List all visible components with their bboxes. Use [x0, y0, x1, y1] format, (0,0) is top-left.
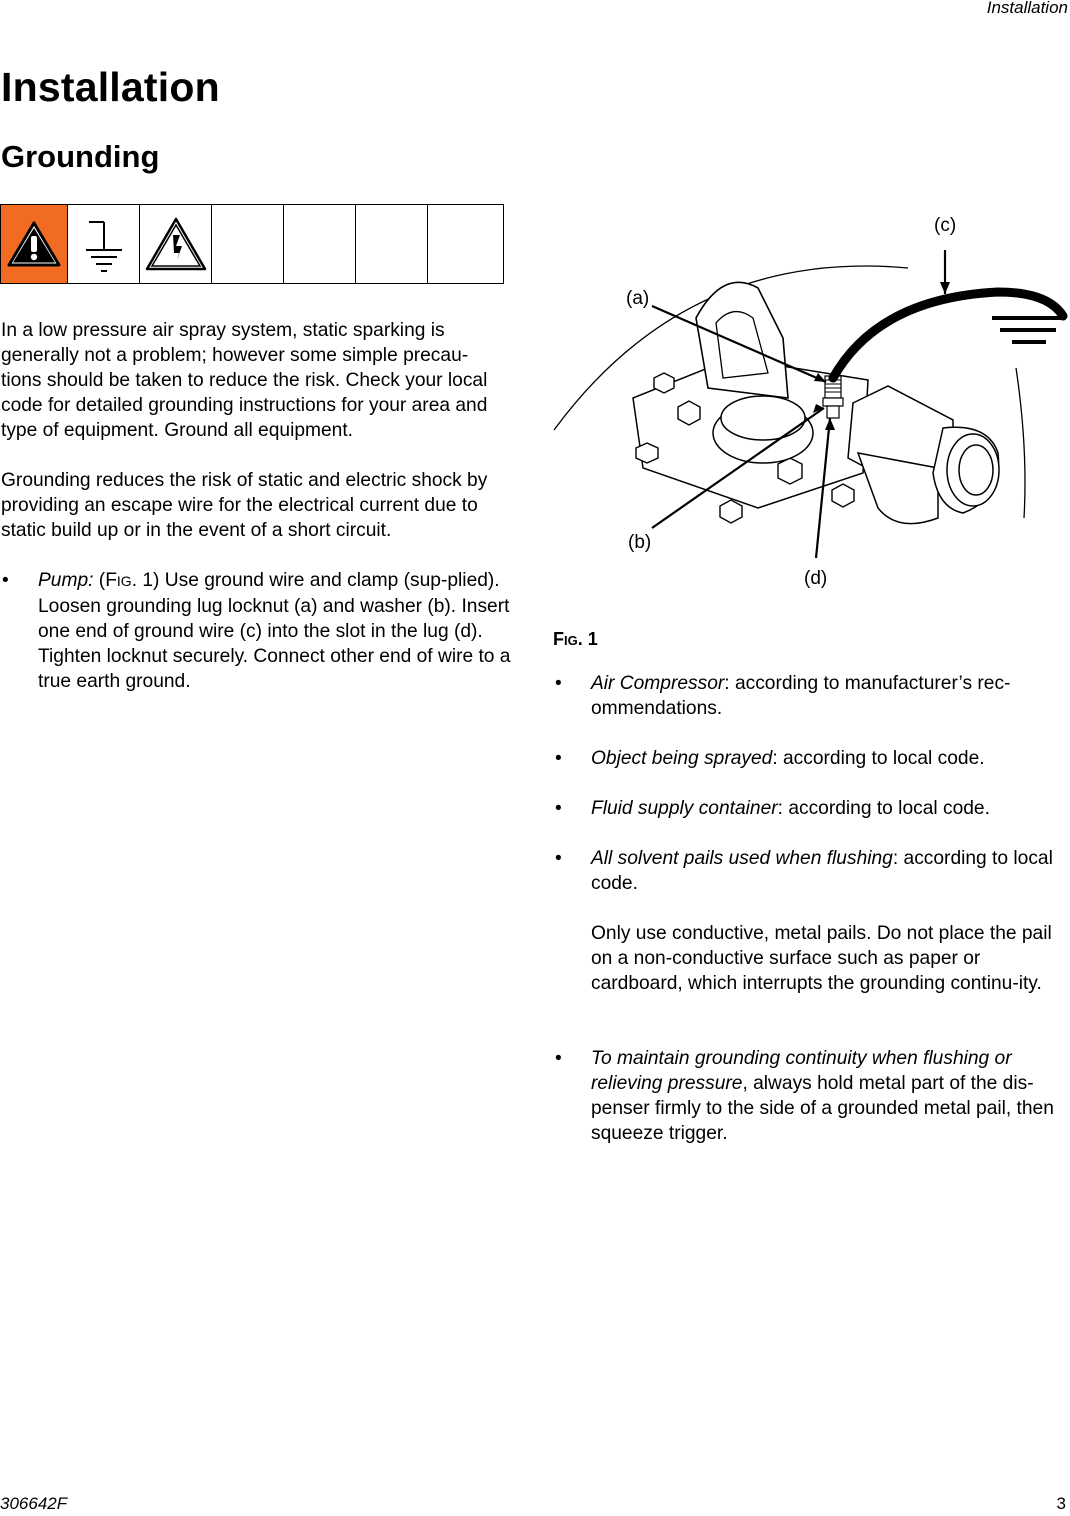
page-title: Installation	[1, 64, 220, 110]
grounding-paragraph: Grounding reduces the risk of static and electric shock by providing an escape wire for the electrical current due to static build up or in the event of a short circuit.	[1, 470, 488, 541]
empty-cell	[356, 205, 428, 283]
page-number: 3	[1056, 1494, 1066, 1513]
section-title: Grounding	[1, 139, 160, 174]
earth-ground-symbol	[992, 318, 1064, 342]
pail-note: Only use conductive, metal pails. Do not place the pail on a non-conductive surface such as paper or cardboard, which interrupts the grounding continu-ity.	[591, 923, 1052, 994]
pump-label: Pump:	[38, 570, 94, 591]
fluid-outlet-fitting	[848, 386, 999, 524]
pump-text: . 1) Use ground wire and clamp (sup-plied). Loosen grounding lug locknut (a) and washer (b). Insert one end of ground wire (c) into the slot in the lug (d). Tighten locknut securely. Connect other end of wire to a true earth ground.	[38, 570, 511, 692]
pump-boss	[721, 396, 805, 440]
running-header: Installation	[986, 0, 1068, 17]
fig-ref-smallcaps: IG	[116, 573, 132, 589]
empty-cell	[428, 205, 503, 283]
document-number: 306642F	[0, 1494, 68, 1513]
shock-symbol-cell	[140, 205, 212, 283]
callout-d: (d)	[804, 568, 828, 589]
pump-body-outline	[1016, 368, 1025, 518]
figure-1-pump-grounding	[548, 208, 1070, 598]
ground-symbol-cell	[68, 205, 140, 283]
electric-shock-icon	[143, 215, 209, 273]
bullet-dot: •	[2, 570, 9, 591]
pump-instructions	[38, 568, 513, 694]
warning-icon	[6, 219, 62, 269]
ground-wire	[833, 292, 1063, 378]
callout-b: (b)	[628, 532, 652, 553]
ground-icon	[79, 212, 129, 276]
empty-cell	[284, 205, 356, 283]
callout-c: (c)	[934, 215, 957, 236]
hazard-symbol-table	[0, 204, 504, 284]
warning-symbol-cell	[1, 205, 68, 283]
figure-caption: FIG. 1	[553, 629, 598, 649]
fig-ref-start: (F	[93, 570, 117, 591]
intro-paragraph: In a low pressure air spray system, static sparking is generally not a problem; however some simple precau-tions should be taken to reduce the risk. Check your local code for detailed grounding instructions for your area and type of equipment. Ground all equipment.	[1, 320, 488, 441]
callout-a: (a)	[626, 288, 650, 309]
empty-cell	[212, 205, 284, 283]
